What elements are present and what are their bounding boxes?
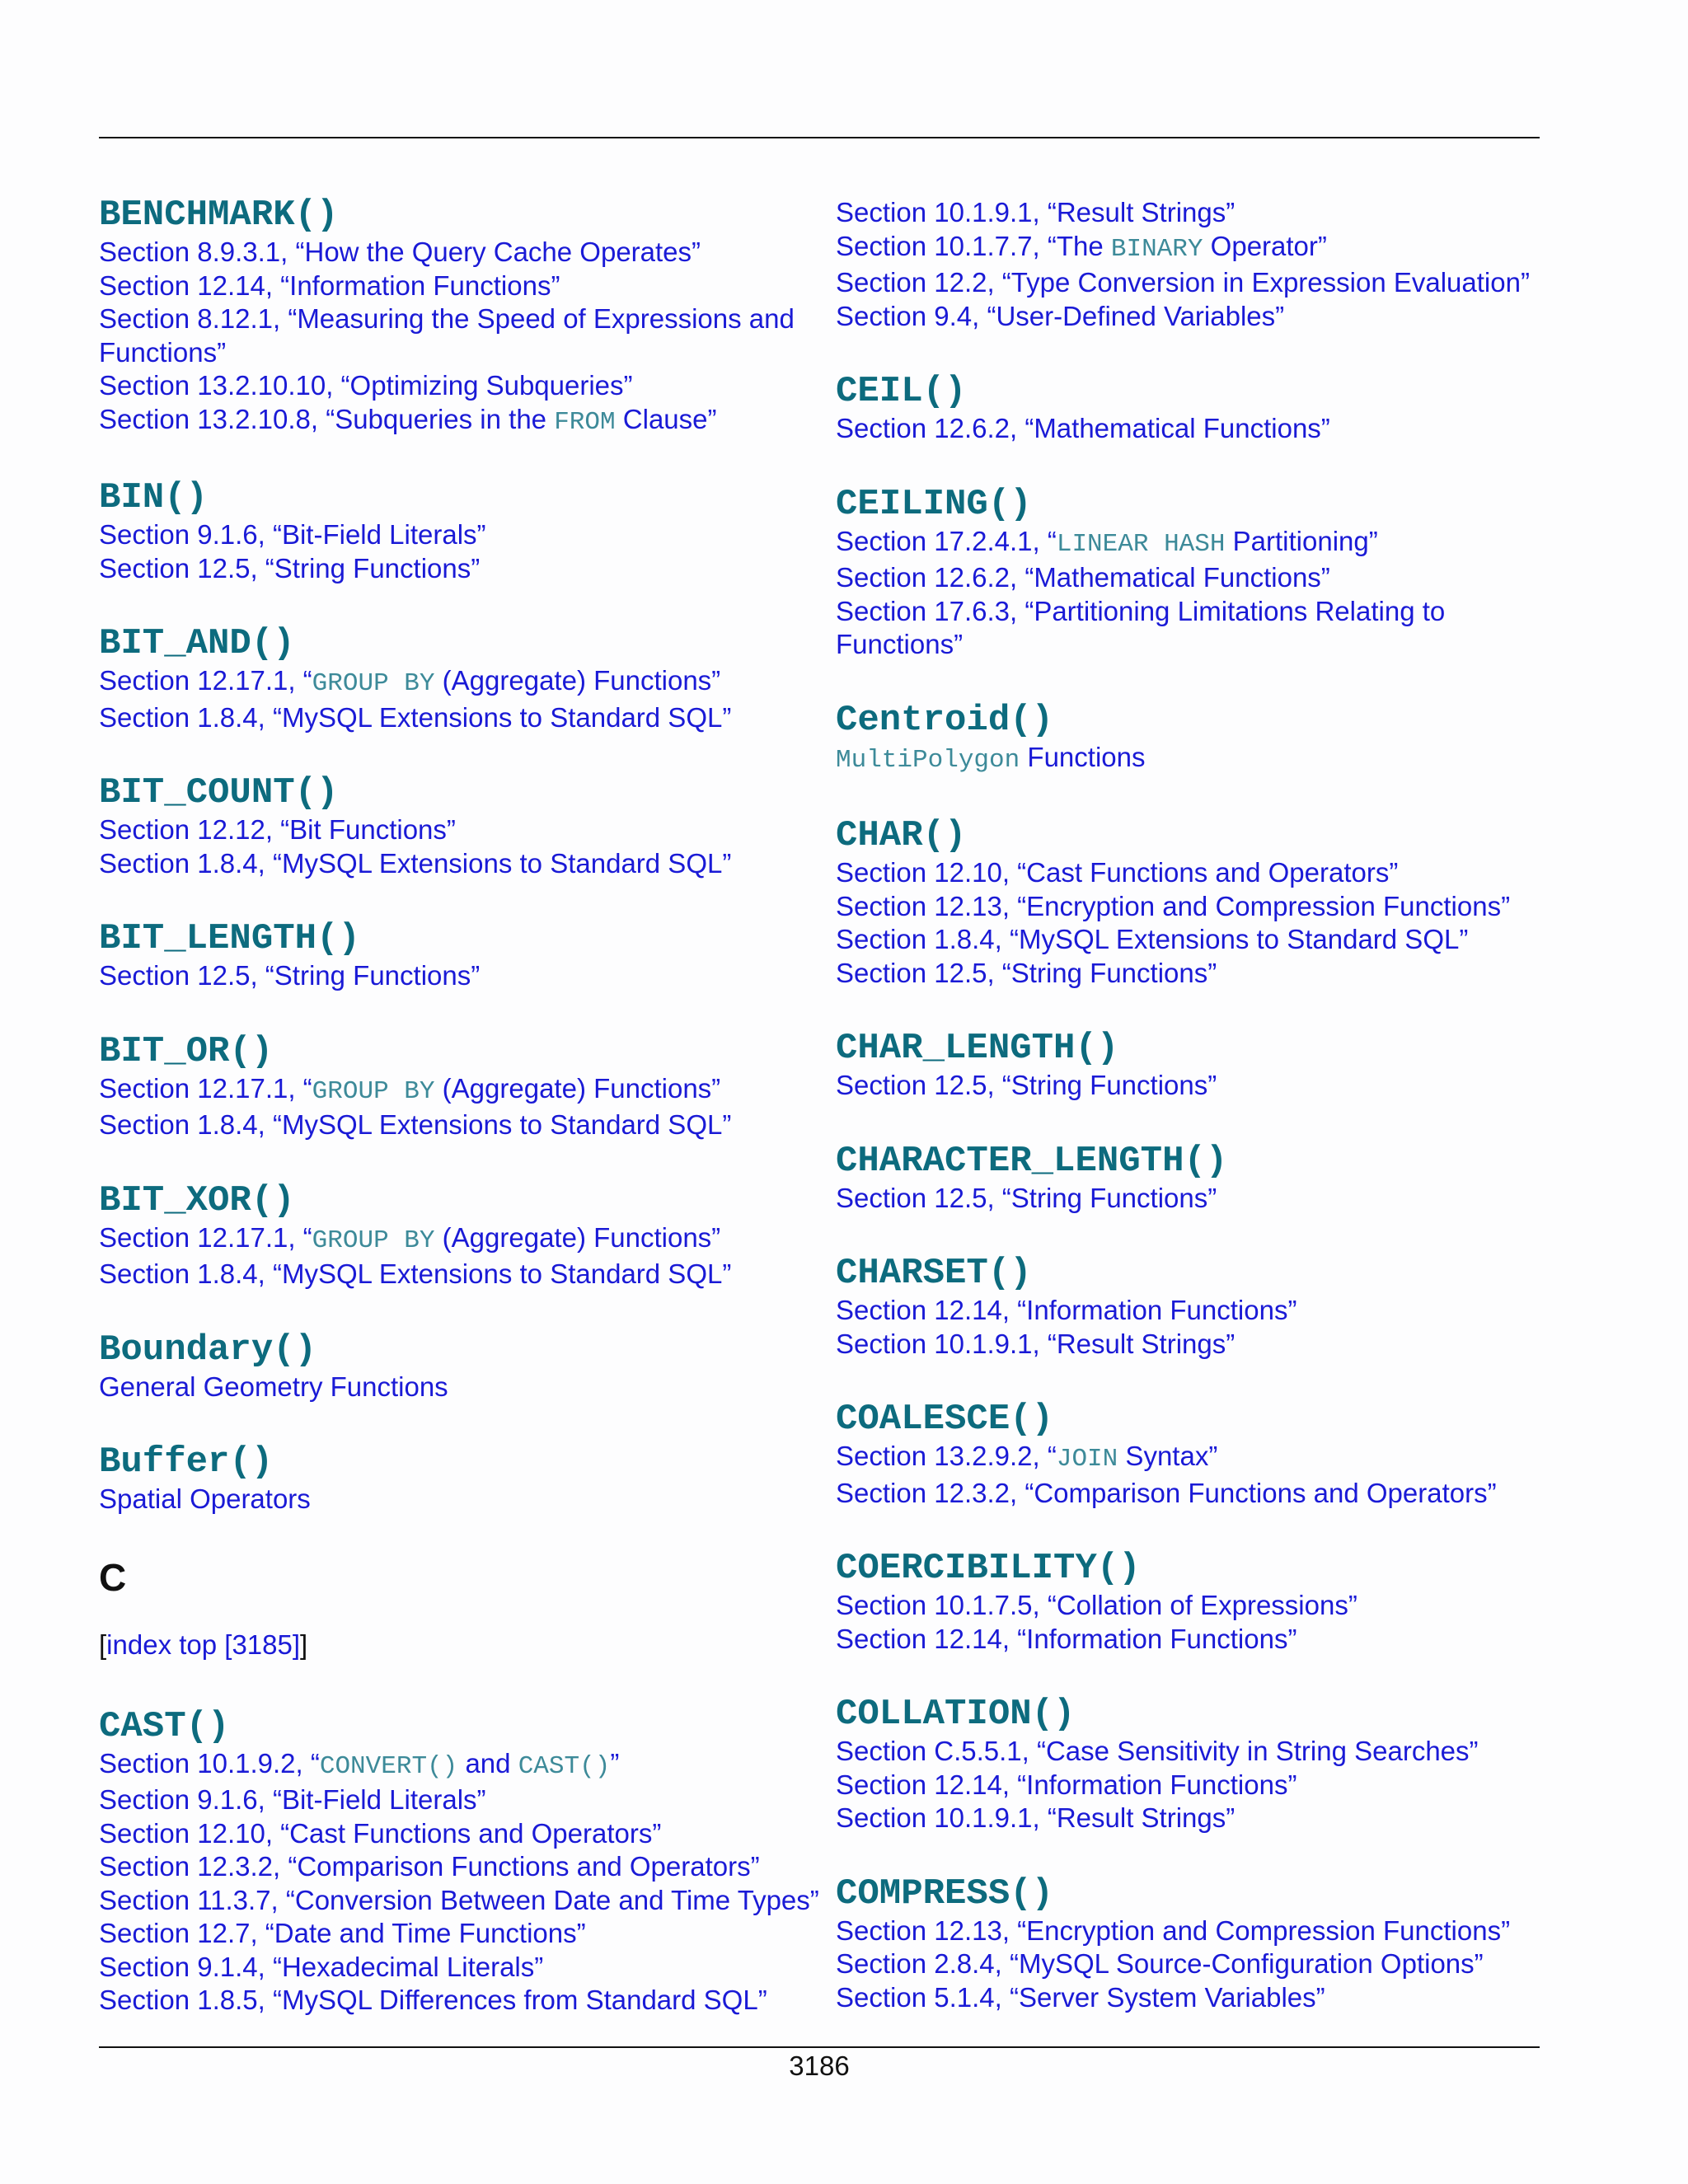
reference-text: (Aggregate) Functions” <box>434 665 721 696</box>
index-entry <box>99 772 824 880</box>
index-term: BIT_OR() <box>99 1030 274 1072</box>
reference-text: Section C.5.5.1, “Case Sensitivity in String Searches” <box>836 1736 1479 1766</box>
index-reference-link[interactable] <box>99 1483 824 1516</box>
index-reference-link[interactable] <box>836 1769 1545 1802</box>
index-reference-link[interactable] <box>99 813 824 847</box>
index-reference-link[interactable] <box>836 595 1545 662</box>
reference-text: Section 12.2, “Type Conversion in Expression Evaluation” <box>836 267 1530 298</box>
index-term: BIT_XOR() <box>99 1179 295 1221</box>
index-reference-link[interactable] <box>836 561 1545 595</box>
reference-text: Section 8.9.3.1, “How the Query Cache Operates” <box>99 237 701 267</box>
index-term: CHARSET() <box>836 1253 1032 1294</box>
index-reference-link[interactable] <box>99 1951 824 1985</box>
index-entry <box>99 623 824 734</box>
index-term: CEIL() <box>836 371 967 412</box>
reference-text: and <box>457 1747 518 1779</box>
index-term: BIT_LENGTH() <box>99 918 360 959</box>
index-term: COERCIBILITY() <box>836 1548 1141 1589</box>
index-entry <box>836 1141 1545 1216</box>
index-reference-link[interactable] <box>836 856 1545 890</box>
index-reference-link[interactable] <box>99 701 824 735</box>
index-reference-link[interactable] <box>836 1440 1545 1477</box>
reference-text: Section 9.1.6, “Bit-Field Literals” <box>99 519 486 550</box>
reference-text: Section 12.5, “String Functions” <box>99 552 481 583</box>
continuation-refs <box>836 196 1545 333</box>
index-reference-link[interactable] <box>99 552 824 586</box>
reference-text: Section 2.8.4, “MySQL Source-Configuration Options” <box>836 1948 1484 1979</box>
reference-text: Section 12.14, “Information Functions” <box>99 269 560 301</box>
reference-text: Section 12.14, “Information Functions” <box>836 1769 1297 1800</box>
index-reference-link[interactable] <box>836 1589 1545 1623</box>
index-term: CHAR() <box>836 815 967 856</box>
reference-text: Section 12.13, “Encryption and Compression Functions” <box>836 1915 1511 1946</box>
reference-text: Functions <box>1020 741 1146 772</box>
index-reference-link[interactable] <box>99 1783 824 1817</box>
reference-text: Section 12.13, “Encryption and Compression Functions” <box>836 890 1511 921</box>
reference-text: General Geometry Functions <box>99 1371 448 1402</box>
reference-text: (Aggregate) Functions” <box>434 1072 721 1104</box>
left-entries-after-letter <box>99 1706 824 2018</box>
index-reference-link[interactable] <box>99 1221 824 1258</box>
reference-text: Section 12.3.2, “Comparison Functions and Operators” <box>99 1851 760 1882</box>
index-reference-link[interactable] <box>99 1258 824 1291</box>
reference-text: Section 12.17.1, “ <box>99 665 312 696</box>
index-term: BENCHMARK() <box>99 194 339 236</box>
reference-text: Section 12.17.1, “ <box>99 1072 312 1104</box>
reference-text: Section 9.1.4, “Hexadecimal Literals” <box>99 1951 544 1982</box>
reference-text: Section 17.2.4.1, “ <box>836 525 1057 556</box>
index-reference-link[interactable] <box>99 959 824 993</box>
index-reference-link[interactable] <box>99 369 824 403</box>
index-entry <box>836 1548 1545 1656</box>
code-literal: LINEAR HASH <box>1056 529 1226 559</box>
index-entry <box>836 1873 1545 2015</box>
reference-text: Section 13.2.10.8, “Subqueries in the <box>99 403 555 434</box>
reference-text: Section 12.14, “Information Functions” <box>836 1295 1297 1325</box>
reference-text: Partitioning” <box>1225 525 1378 556</box>
reference-text: Section 10.1.9.2, “ <box>99 1747 320 1779</box>
reference-text: Syntax” <box>1118 1441 1218 1471</box>
index-term: CHARACTER_LENGTH() <box>836 1140 1228 1182</box>
reference-text: (Aggregate) Functions” <box>434 1221 721 1253</box>
index-term: CAST() <box>99 1705 230 1747</box>
code-literal: FROM <box>554 407 616 437</box>
index-entry <box>99 1329 824 1404</box>
reference-text: Section 12.7, “Date and Time Functions” <box>99 1918 586 1948</box>
reference-text: Section 10.1.9.1, “Result Strings” <box>836 1328 1236 1359</box>
index-term: BIT_COUNT() <box>99 772 339 813</box>
reference-text: Section 13.2.9.2, “ <box>836 1441 1057 1471</box>
index-reference-link[interactable] <box>99 1984 824 2018</box>
index-term: CHAR_LENGTH() <box>836 1028 1119 1069</box>
index-term: Buffer() <box>99 1441 274 1483</box>
index-entry <box>99 477 824 585</box>
index-reference-link[interactable] <box>99 403 824 440</box>
index-reference-link[interactable] <box>836 1294 1545 1328</box>
reference-text: Section 12.5, “String Functions” <box>99 960 481 991</box>
index-reference-link[interactable] <box>836 412 1545 446</box>
reference-text: Section 1.8.4, “MySQL Extensions to Standard SQL” <box>99 847 732 879</box>
index-reference-link[interactable] <box>99 269 824 303</box>
index-reference-link[interactable] <box>99 302 824 369</box>
index-reference-link[interactable] <box>836 923 1545 957</box>
reference-text: Section 10.1.9.1, “Result Strings” <box>836 197 1236 227</box>
reference-text: Section 12.5, “String Functions” <box>836 957 1217 988</box>
reference-text: Section 5.1.4, “Server System Variables” <box>836 1981 1325 2013</box>
index-term: COALESCE() <box>836 1399 1054 1440</box>
code-literal: JOIN <box>1056 1445 1118 1474</box>
index-reference-link[interactable] <box>99 1371 824 1404</box>
reference-text: Section 8.12.1, “Measuring the Speed of Expressions and Functions” <box>99 303 795 368</box>
index-reference-link[interactable] <box>836 196 1545 230</box>
index-reference-link[interactable] <box>836 1802 1545 1835</box>
index-term: Boundary() <box>99 1329 317 1371</box>
index-reference-link[interactable] <box>836 230 1545 267</box>
code-literal: CAST() <box>518 1751 611 1781</box>
index-reference-link[interactable] <box>99 1747 824 1784</box>
reference-text: Section 13.2.10.10, “Optimizing Subqueries” <box>99 370 633 401</box>
index-reference-link[interactable] <box>99 1817 824 1851</box>
index-reference-link[interactable] <box>836 741 1545 778</box>
index-reference-link[interactable] <box>99 1072 824 1109</box>
index-entry <box>836 1253 1545 1361</box>
index-term: COLLATION() <box>836 1694 1076 1735</box>
code-literal: GROUP BY <box>312 1076 435 1106</box>
reference-text: Section 10.1.7.7, “The <box>836 230 1111 261</box>
index-entry <box>836 1399 1545 1510</box>
index-term: Centroid() <box>836 699 1054 741</box>
reference-text: Section 17.6.3, “Partitioning Limitations Relating to Functions” <box>836 595 1446 659</box>
index-reference-link[interactable] <box>836 890 1545 924</box>
reference-text: Section 1.8.4, “MySQL Extensions to Standard SQL” <box>99 1258 732 1289</box>
index-term: BIT_AND() <box>99 623 295 664</box>
reference-text: Section 12.5, “String Functions” <box>836 1070 1217 1100</box>
reference-text: Section 12.12, “Bit Functions” <box>99 814 456 845</box>
reference-text: Section 1.8.4, “MySQL Extensions to Standard SQL” <box>99 701 732 733</box>
index-reference-link[interactable] <box>99 664 824 701</box>
reference-text: Section 9.4, “User-Defined Variables” <box>836 300 1285 331</box>
page-number: 3186 <box>789 2050 850 2081</box>
right-entries <box>836 371 1545 2014</box>
section-letter: C <box>99 1555 127 1599</box>
index-entry <box>836 1694 1545 1835</box>
left-entries <box>99 194 824 1516</box>
bottom-rule <box>99 2046 1540 2048</box>
index-entry <box>836 484 1545 662</box>
index-reference-link[interactable] <box>836 1328 1545 1361</box>
index-top-line <box>99 1629 824 1661</box>
index-reference-link[interactable] <box>99 1917 824 1951</box>
code-literal: BINARY <box>1110 234 1203 264</box>
reference-text: Section 12.6.2, “Mathematical Functions” <box>836 562 1330 593</box>
index-top-close-bracket: ] <box>300 1629 308 1660</box>
index-reference-link[interactable] <box>836 266 1545 300</box>
reference-text: Spatial Operators <box>99 1483 311 1514</box>
index-reference-link[interactable] <box>836 1182 1545 1216</box>
index-reference-link[interactable] <box>836 1069 1545 1103</box>
top-rule <box>99 137 1540 138</box>
index-entry <box>99 1706 824 2018</box>
reference-text: Section 1.8.4, “MySQL Extensions to Standard SQL” <box>99 1109 732 1140</box>
code-literal: CONVERT() <box>319 1751 458 1781</box>
index-reference-link[interactable] <box>836 1981 1545 2015</box>
reference-text: Section 1.8.4, “MySQL Extensions to Standard SQL” <box>836 924 1469 954</box>
reference-text: Clause” <box>615 403 717 434</box>
index-entry <box>99 918 824 993</box>
reference-text: Section 12.14, “Information Functions” <box>836 1623 1297 1654</box>
reference-text: Section 12.17.1, “ <box>99 1221 312 1253</box>
reference-text: Section 10.1.7.5, “Collation of Expressions” <box>836 1590 1357 1620</box>
index-top-open-bracket: [ <box>99 1629 107 1660</box>
left-column <box>99 194 824 2055</box>
index-reference-link[interactable] <box>99 518 824 552</box>
reference-text: Section 12.6.2, “Mathematical Functions” <box>836 413 1330 443</box>
reference-text: Section 12.3.2, “Comparison Functions and Operators” <box>836 1477 1497 1508</box>
reference-text: Section 12.10, “Cast Functions and Operators” <box>836 857 1399 888</box>
index-reference-link[interactable] <box>99 1108 824 1142</box>
index-reference-link[interactable] <box>836 300 1545 334</box>
index-reference-link[interactable] <box>836 1477 1545 1511</box>
index-reference-link[interactable] <box>836 1735 1545 1769</box>
index-reference-link[interactable] <box>836 1623 1545 1657</box>
code-literal: GROUP BY <box>312 1226 435 1255</box>
index-top-link[interactable]: index top [3185] <box>106 1629 301 1660</box>
index-reference-link[interactable] <box>836 1915 1545 1948</box>
index-term: COMPRESS() <box>836 1872 1054 1915</box>
index-term: BIN() <box>99 477 209 518</box>
index-entry <box>836 815 1545 990</box>
index-entry <box>99 1031 824 1142</box>
reference-text: Operator” <box>1203 230 1327 261</box>
index-reference-link[interactable] <box>836 957 1545 991</box>
index-entry <box>99 194 824 439</box>
index-entry <box>99 1180 824 1291</box>
index-reference-link[interactable] <box>836 525 1545 562</box>
index-reference-link[interactable] <box>99 236 824 269</box>
reference-text: ” <box>610 1747 620 1779</box>
index-reference-link[interactable] <box>99 847 824 881</box>
index-entry <box>99 1441 824 1516</box>
reference-text: Section 10.1.9.1, “Result Strings” <box>836 1802 1236 1833</box>
index-entry <box>836 371 1545 446</box>
reference-text: Section 12.5, “String Functions” <box>836 1182 1217 1213</box>
index-entry <box>836 700 1545 778</box>
index-reference-link[interactable] <box>836 1947 1545 1981</box>
reference-text: Section 1.8.5, “MySQL Differences from Standard SQL” <box>99 1985 767 2015</box>
right-column <box>836 196 1545 2052</box>
code-literal: GROUP BY <box>312 669 435 698</box>
index-entry <box>836 1028 1545 1103</box>
reference-text: Section 12.10, “Cast Functions and Operators” <box>99 1817 662 1849</box>
index-reference-link[interactable] <box>99 1884 824 1918</box>
index-reference-link[interactable] <box>99 1850 824 1884</box>
reference-text: Section 9.1.6, “Bit-Field Literals” <box>99 1784 486 1815</box>
index-term: CEILING() <box>836 483 1032 525</box>
code-literal: MultiPolygon <box>836 745 1020 775</box>
reference-text: Section 11.3.7, “Conversion Between Date and Time Types” <box>99 1884 819 1915</box>
